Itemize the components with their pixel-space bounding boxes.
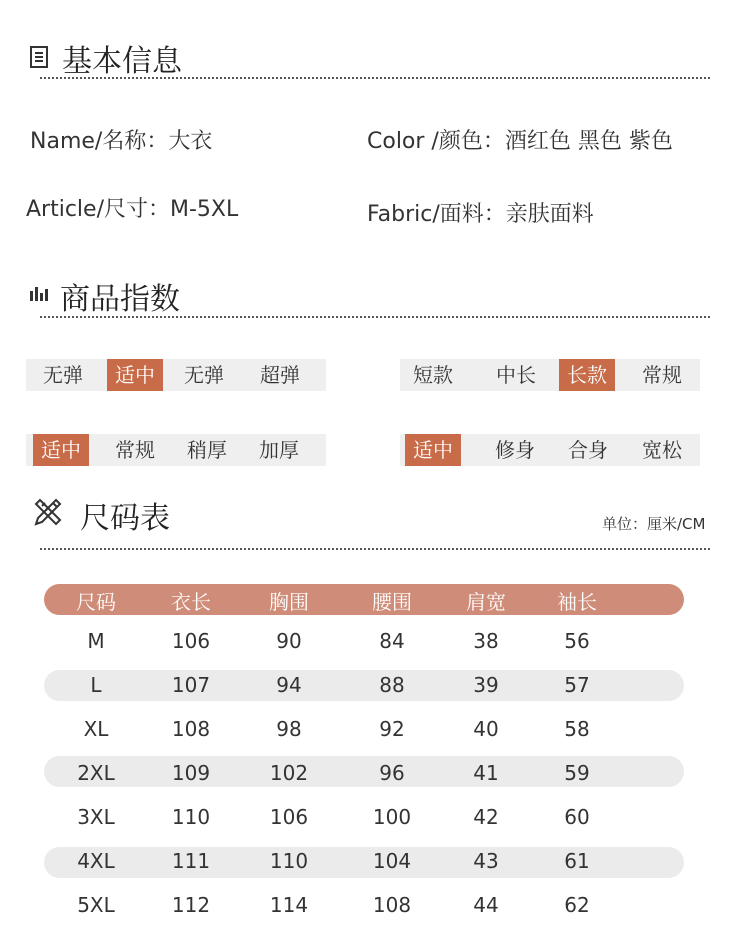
index-option: 宽松 (642, 438, 682, 462)
index-option: 无弹 (43, 363, 83, 387)
index-option: 中长 (496, 363, 536, 387)
header-size: 尺码 (76, 590, 116, 614)
section-divider (40, 316, 710, 318)
index-thickness-bar (26, 434, 326, 466)
header-shoulder: 肩宽 (466, 590, 506, 614)
table-cell-size: L (90, 673, 102, 697)
header-length: 衣长 (171, 590, 211, 614)
fabric-field (367, 197, 594, 228)
table-cell-shoulder: 39 (473, 673, 499, 697)
table-cell-length: 109 (171, 761, 211, 785)
index-option: 适中 (33, 434, 89, 466)
table-cell-chest: 110 (269, 849, 309, 873)
index-option: 适中 (405, 434, 461, 466)
name-field (30, 124, 212, 155)
table-cell-chest: 102 (269, 761, 309, 785)
index-title: 商品指数 (60, 282, 180, 317)
index-option: 适中 (107, 359, 163, 391)
table-cell-waist: 108 (372, 893, 412, 917)
table-cell-size: M (87, 629, 105, 653)
index-fit-bar (400, 434, 700, 466)
table-cell-chest: 114 (269, 893, 309, 917)
unit-label: 单位：厘米/CM (602, 515, 706, 533)
index-option: 稍厚 (187, 438, 227, 462)
table-cell-waist: 84 (379, 629, 405, 653)
table-cell-size: 2XL (77, 761, 115, 785)
article-field (26, 192, 238, 223)
table-cell-size: 3XL (77, 805, 115, 829)
table-cell-waist: 96 (379, 761, 405, 785)
index-option: 无弹 (184, 363, 224, 387)
table-cell-length: 108 (171, 717, 211, 741)
basic-info-title: 基本信息 (62, 44, 182, 79)
fabric-label: Fabric/面料： (367, 202, 506, 227)
table-cell-length: 110 (171, 805, 211, 829)
table-cell-sleeve: 62 (564, 893, 590, 917)
header-waist: 腰围 (372, 590, 412, 614)
table-cell-waist: 104 (372, 849, 412, 873)
table-cell-size: 5XL (77, 893, 115, 917)
section-divider (40, 548, 710, 550)
table-cell-waist: 88 (379, 673, 405, 697)
size-chart-title: 尺码表 (80, 501, 170, 536)
table-cell-sleeve: 60 (564, 805, 590, 829)
document-icon (30, 46, 48, 68)
table-cell-chest: 98 (276, 717, 302, 741)
index-elasticity-bar (26, 359, 326, 391)
color-label: Color /颜色： (367, 129, 505, 154)
index-option: 修身 (495, 438, 535, 462)
color-field (367, 124, 673, 155)
ruler-pencil-icon (32, 496, 64, 528)
table-cell-shoulder: 42 (473, 805, 499, 829)
table-cell-length: 106 (171, 629, 211, 653)
header-chest: 胸围 (269, 590, 309, 614)
table-cell-sleeve: 58 (564, 717, 590, 741)
color-value: 酒红色 黑色 紫色 (504, 129, 673, 154)
table-cell-shoulder: 41 (473, 761, 499, 785)
table-cell-chest: 94 (276, 673, 302, 697)
table-cell-sleeve: 57 (564, 673, 590, 697)
table-cell-shoulder: 44 (473, 893, 499, 917)
index-option: 加厚 (259, 438, 299, 462)
index-option: 常规 (642, 363, 682, 387)
table-cell-sleeve: 59 (564, 761, 590, 785)
name-value: 大衣 (168, 129, 213, 154)
index-option: 超弹 (260, 363, 300, 387)
index-option: 长款 (559, 359, 615, 391)
index-length-bar (400, 359, 700, 391)
table-cell-chest: 106 (269, 805, 309, 829)
table-cell-shoulder: 38 (473, 629, 499, 653)
name-label: Name/名称： (30, 129, 169, 154)
article-label: Article/尺寸： (26, 197, 170, 222)
header-sleeve: 袖长 (557, 590, 597, 614)
table-cell-waist: 92 (379, 717, 405, 741)
bar-chart-icon (30, 285, 48, 301)
fabric-value: 亲肤面料 (505, 202, 594, 227)
section-divider (40, 77, 710, 79)
table-cell-length: 107 (171, 673, 211, 697)
table-cell-shoulder: 43 (473, 849, 499, 873)
table-cell-length: 112 (171, 893, 211, 917)
index-option: 短款 (413, 363, 453, 387)
table-cell-size: XL (83, 717, 109, 741)
table-cell-sleeve: 56 (564, 629, 590, 653)
article-value: M-5XL (170, 197, 239, 222)
table-cell-shoulder: 40 (473, 717, 499, 741)
index-option: 常规 (115, 438, 155, 462)
table-cell-sleeve: 61 (564, 849, 590, 873)
index-option: 合身 (568, 438, 608, 462)
table-cell-chest: 90 (276, 629, 302, 653)
table-cell-waist: 100 (372, 805, 412, 829)
table-cell-size: 4XL (77, 849, 115, 873)
table-cell-length: 111 (171, 849, 211, 873)
